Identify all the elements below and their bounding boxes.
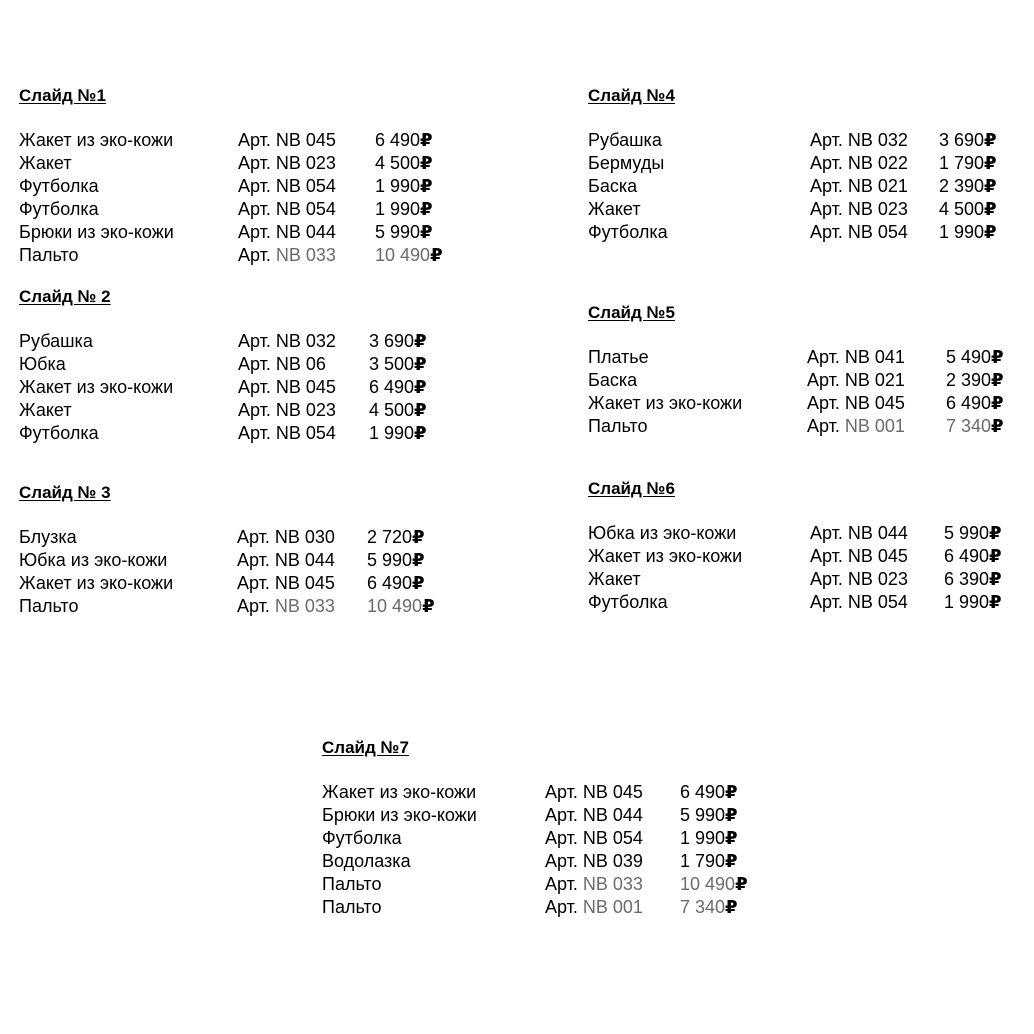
article-code: NB 044 (274, 550, 335, 570)
article-prefix: Арт. (810, 592, 843, 612)
article-number (238, 330, 336, 353)
product-name: Пальто (588, 416, 648, 436)
ruble-sign: ₽ (414, 400, 427, 420)
ruble-sign: ₽ (991, 347, 1004, 367)
price (939, 198, 997, 221)
price-value: 10 490 (375, 245, 431, 265)
price-value: 2 390 (946, 370, 992, 390)
product-name: Жакет (588, 569, 641, 589)
price (375, 129, 433, 152)
article-code: NB 032 (847, 130, 908, 150)
slide-title: Слайд №4 (588, 86, 675, 105)
article-code: NB 06 (275, 354, 326, 374)
price-value: 3 690 (369, 331, 415, 351)
article-number (545, 896, 643, 919)
article-prefix: Арт. (238, 130, 271, 150)
article-prefix: Арт. (810, 130, 843, 150)
article-prefix: Арт. (545, 897, 578, 917)
ruble-sign: ₽ (420, 176, 433, 196)
product-name: Пальто (322, 874, 382, 894)
article-code: NB 054 (847, 592, 908, 612)
slide-title: Слайд №5 (588, 303, 675, 322)
ruble-sign: ₽ (989, 523, 1002, 543)
ruble-sign: ₽ (414, 423, 427, 443)
article-code: NB 021 (847, 176, 908, 196)
product-name: Футболка (322, 828, 402, 848)
price (375, 175, 433, 198)
price (939, 221, 997, 244)
article-code: NB 033 (582, 874, 643, 894)
article-code: NB 044 (582, 805, 643, 825)
article-prefix: Арт. (810, 199, 843, 219)
price-value: 1 990 (680, 828, 726, 848)
article-prefix: Арт. (238, 354, 271, 374)
price (944, 545, 1002, 568)
price (369, 399, 427, 422)
ruble-sign: ₽ (420, 222, 433, 242)
slide-title: Слайд №7 (322, 738, 409, 757)
price-value: 4 500 (369, 400, 415, 420)
price-value: 6 490 (946, 393, 992, 413)
price-value: 6 490 (375, 130, 421, 150)
article-number (810, 198, 908, 221)
article-number (238, 244, 336, 267)
product-name: Жакет из эко-кожи (19, 573, 174, 593)
price-value: 3 690 (939, 130, 985, 150)
ruble-sign: ₽ (412, 550, 425, 570)
ruble-sign: ₽ (420, 130, 433, 150)
article-code: NB 001 (844, 416, 905, 436)
product-name: Юбка (19, 354, 66, 374)
ruble-sign: ₽ (420, 199, 433, 219)
article-code: NB 045 (847, 546, 908, 566)
article-number (238, 152, 336, 175)
price-value: 1 790 (680, 851, 726, 871)
price (375, 152, 433, 175)
price-value: 2 390 (939, 176, 985, 196)
ruble-sign: ₽ (984, 222, 997, 242)
price (680, 896, 738, 919)
product-name: Пальто (322, 897, 382, 917)
ruble-sign: ₽ (414, 377, 427, 397)
article-prefix: Арт. (545, 851, 578, 871)
ruble-sign: ₽ (725, 828, 738, 848)
ruble-sign: ₽ (989, 546, 1002, 566)
price (367, 595, 435, 618)
article-prefix: Арт. (237, 550, 270, 570)
price-value: 6 390 (944, 569, 990, 589)
product-name: Жакет (588, 199, 641, 219)
price-value: 3 500 (369, 354, 415, 374)
price-value: 6 490 (369, 377, 415, 397)
product-name: Баска (588, 370, 638, 390)
product-name: Рубашка (588, 130, 662, 150)
ruble-sign: ₽ (991, 370, 1004, 390)
slide-title: Слайд № 2 (19, 287, 111, 306)
article-code: NB 044 (847, 523, 908, 543)
product-name: Жакет из эко-кожи (19, 377, 174, 397)
price (939, 129, 997, 152)
price (680, 804, 738, 827)
ruble-sign: ₽ (984, 176, 997, 196)
price-value: 6 490 (680, 782, 726, 802)
article-prefix: Арт. (238, 245, 271, 265)
article-number (237, 549, 335, 572)
article-number (238, 175, 336, 198)
price-value: 4 500 (939, 199, 985, 219)
ruble-sign: ₽ (412, 527, 425, 547)
price-value: 6 490 (944, 546, 990, 566)
article-number (810, 522, 908, 545)
article-prefix: Арт. (237, 573, 270, 593)
price (367, 549, 425, 572)
price-value: 10 490 (680, 874, 736, 894)
slide-title: Слайд №6 (588, 479, 675, 498)
article-number (545, 781, 643, 804)
product-name: Футболка (588, 592, 668, 612)
price-value: 1 790 (939, 153, 985, 173)
ruble-sign: ₽ (420, 153, 433, 173)
article-code: NB 033 (274, 596, 335, 616)
article-code: NB 045 (274, 573, 335, 593)
article-prefix: Арт. (807, 393, 840, 413)
price (939, 152, 997, 175)
product-name: Футболка (19, 199, 99, 219)
article-code: NB 045 (275, 377, 336, 397)
ruble-sign: ₽ (414, 331, 427, 351)
article-prefix: Арт. (237, 527, 270, 547)
article-code: NB 054 (275, 199, 336, 219)
article-code: NB 023 (275, 400, 336, 420)
product-name: Баска (588, 176, 638, 196)
article-prefix: Арт. (545, 828, 578, 848)
price (680, 781, 738, 804)
price-value: 1 990 (375, 199, 421, 219)
price (944, 591, 1002, 614)
price (939, 175, 997, 198)
price (375, 198, 433, 221)
article-code: NB 041 (844, 347, 905, 367)
price (946, 392, 1004, 415)
article-code: NB 021 (844, 370, 905, 390)
price (367, 526, 425, 549)
article-code: NB 022 (847, 153, 908, 173)
product-name: Рубашка (19, 331, 93, 351)
ruble-sign: ₽ (725, 897, 738, 917)
price (680, 827, 738, 850)
article-number (238, 399, 336, 422)
price (367, 572, 425, 595)
article-number (545, 873, 643, 896)
article-code: NB 023 (275, 153, 336, 173)
article-prefix: Арт. (238, 199, 271, 219)
article-number (237, 526, 335, 549)
article-prefix: Арт. (545, 874, 578, 894)
ruble-sign: ₽ (984, 153, 997, 173)
price-value: 6 490 (367, 573, 413, 593)
price-value: 7 340 (680, 897, 726, 917)
price (375, 221, 433, 244)
product-name: Жакет из эко-кожи (19, 130, 174, 150)
article-prefix: Арт. (238, 400, 271, 420)
article-prefix: Арт. (238, 153, 271, 173)
article-prefix: Арт. (545, 782, 578, 802)
ruble-sign: ₽ (422, 596, 435, 616)
product-name: Юбка из эко-кожи (19, 550, 168, 570)
product-name: Пальто (19, 245, 79, 265)
article-number (237, 595, 335, 618)
article-number (810, 591, 908, 614)
article-prefix: Арт. (807, 416, 840, 436)
price-value: 1 990 (944, 592, 990, 612)
price (375, 244, 443, 267)
article-prefix: Арт. (810, 569, 843, 589)
ruble-sign: ₽ (430, 245, 443, 265)
article-prefix: Арт. (807, 347, 840, 367)
article-number (238, 198, 336, 221)
price (369, 422, 427, 445)
article-prefix: Арт. (238, 222, 271, 242)
ruble-sign: ₽ (991, 393, 1004, 413)
price-value: 5 990 (680, 805, 726, 825)
price (680, 873, 748, 896)
article-number (807, 346, 905, 369)
price (944, 568, 1002, 591)
article-code: NB 023 (847, 569, 908, 589)
ruble-sign: ₽ (984, 199, 997, 219)
product-name: Пальто (19, 596, 79, 616)
ruble-sign: ₽ (725, 805, 738, 825)
article-number (545, 827, 643, 850)
article-code: NB 045 (844, 393, 905, 413)
ruble-sign: ₽ (735, 874, 748, 894)
article-prefix: Арт. (810, 153, 843, 173)
article-code: NB 001 (582, 897, 643, 917)
article-code: NB 054 (275, 423, 336, 443)
article-prefix: Арт. (238, 377, 271, 397)
price (369, 330, 427, 353)
article-code: NB 030 (274, 527, 335, 547)
article-code: NB 033 (275, 245, 336, 265)
article-number (545, 850, 643, 873)
product-name: Жакет (19, 400, 72, 420)
article-number (810, 152, 908, 175)
article-number (810, 568, 908, 591)
product-name: Водолазка (322, 851, 411, 871)
price-value: 5 990 (944, 523, 990, 543)
ruble-sign: ₽ (989, 592, 1002, 612)
article-number (810, 221, 908, 244)
price-value: 4 500 (375, 153, 421, 173)
article-number (807, 369, 905, 392)
price-value: 1 990 (939, 222, 985, 242)
ruble-sign: ₽ (984, 130, 997, 150)
article-code: NB 054 (582, 828, 643, 848)
article-prefix: Арт. (810, 222, 843, 242)
article-code: NB 039 (582, 851, 643, 871)
article-number (238, 221, 336, 244)
article-number (238, 422, 336, 445)
article-prefix: Арт. (810, 523, 843, 543)
article-prefix: Арт. (810, 176, 843, 196)
price-value: 10 490 (367, 596, 423, 616)
ruble-sign: ₽ (989, 569, 1002, 589)
price (944, 522, 1002, 545)
product-name: Платье (588, 347, 649, 367)
article-number (810, 175, 908, 198)
product-name: Футболка (19, 423, 99, 443)
article-prefix: Арт. (237, 596, 270, 616)
article-number (545, 804, 643, 827)
article-number (807, 415, 905, 438)
article-code: NB 023 (847, 199, 908, 219)
article-number (810, 545, 908, 568)
article-prefix: Арт. (545, 805, 578, 825)
ruble-sign: ₽ (412, 573, 425, 593)
product-name: Жакет (19, 153, 72, 173)
product-name: Футболка (588, 222, 668, 242)
article-code: NB 032 (275, 331, 336, 351)
price-value: 2 720 (367, 527, 413, 547)
article-number (237, 572, 335, 595)
article-prefix: Арт. (807, 370, 840, 390)
product-name: Брюки из эко-кожи (19, 222, 174, 242)
article-code: NB 045 (275, 130, 336, 150)
article-prefix: Арт. (238, 423, 271, 443)
article-number (810, 129, 908, 152)
product-name: Футболка (19, 176, 99, 196)
price-value: 1 990 (369, 423, 415, 443)
ruble-sign: ₽ (991, 416, 1004, 436)
product-name: Жакет из эко-кожи (588, 546, 743, 566)
price (946, 369, 1004, 392)
product-name: Блузка (19, 527, 77, 547)
price (946, 346, 1004, 369)
price-value: 5 490 (946, 347, 992, 367)
price-value: 5 990 (367, 550, 413, 570)
product-name: Жакет из эко-кожи (322, 782, 477, 802)
article-number (807, 392, 905, 415)
article-code: NB 044 (275, 222, 336, 242)
price (369, 376, 427, 399)
article-number (238, 376, 336, 399)
ruble-sign: ₽ (725, 851, 738, 871)
price (946, 415, 1004, 438)
article-prefix: Арт. (238, 176, 271, 196)
article-prefix: Арт. (810, 546, 843, 566)
price (369, 353, 427, 376)
ruble-sign: ₽ (414, 354, 427, 374)
ruble-sign: ₽ (725, 782, 738, 802)
article-number (238, 353, 326, 376)
article-code: NB 054 (847, 222, 908, 242)
product-name: Жакет из эко-кожи (588, 393, 743, 413)
product-name: Брюки из эко-кожи (322, 805, 477, 825)
product-name: Юбка из эко-кожи (588, 523, 737, 543)
slide-title: Слайд № 3 (19, 483, 111, 502)
price (680, 850, 738, 873)
article-code: NB 054 (275, 176, 336, 196)
price-value: 1 990 (375, 176, 421, 196)
product-name: Бермуды (588, 153, 665, 173)
slide-title: Слайд №1 (19, 86, 106, 105)
article-code: NB 045 (582, 782, 643, 802)
price-value: 7 340 (946, 416, 992, 436)
price-value: 5 990 (375, 222, 421, 242)
article-prefix: Арт. (238, 331, 271, 351)
article-number (238, 129, 336, 152)
